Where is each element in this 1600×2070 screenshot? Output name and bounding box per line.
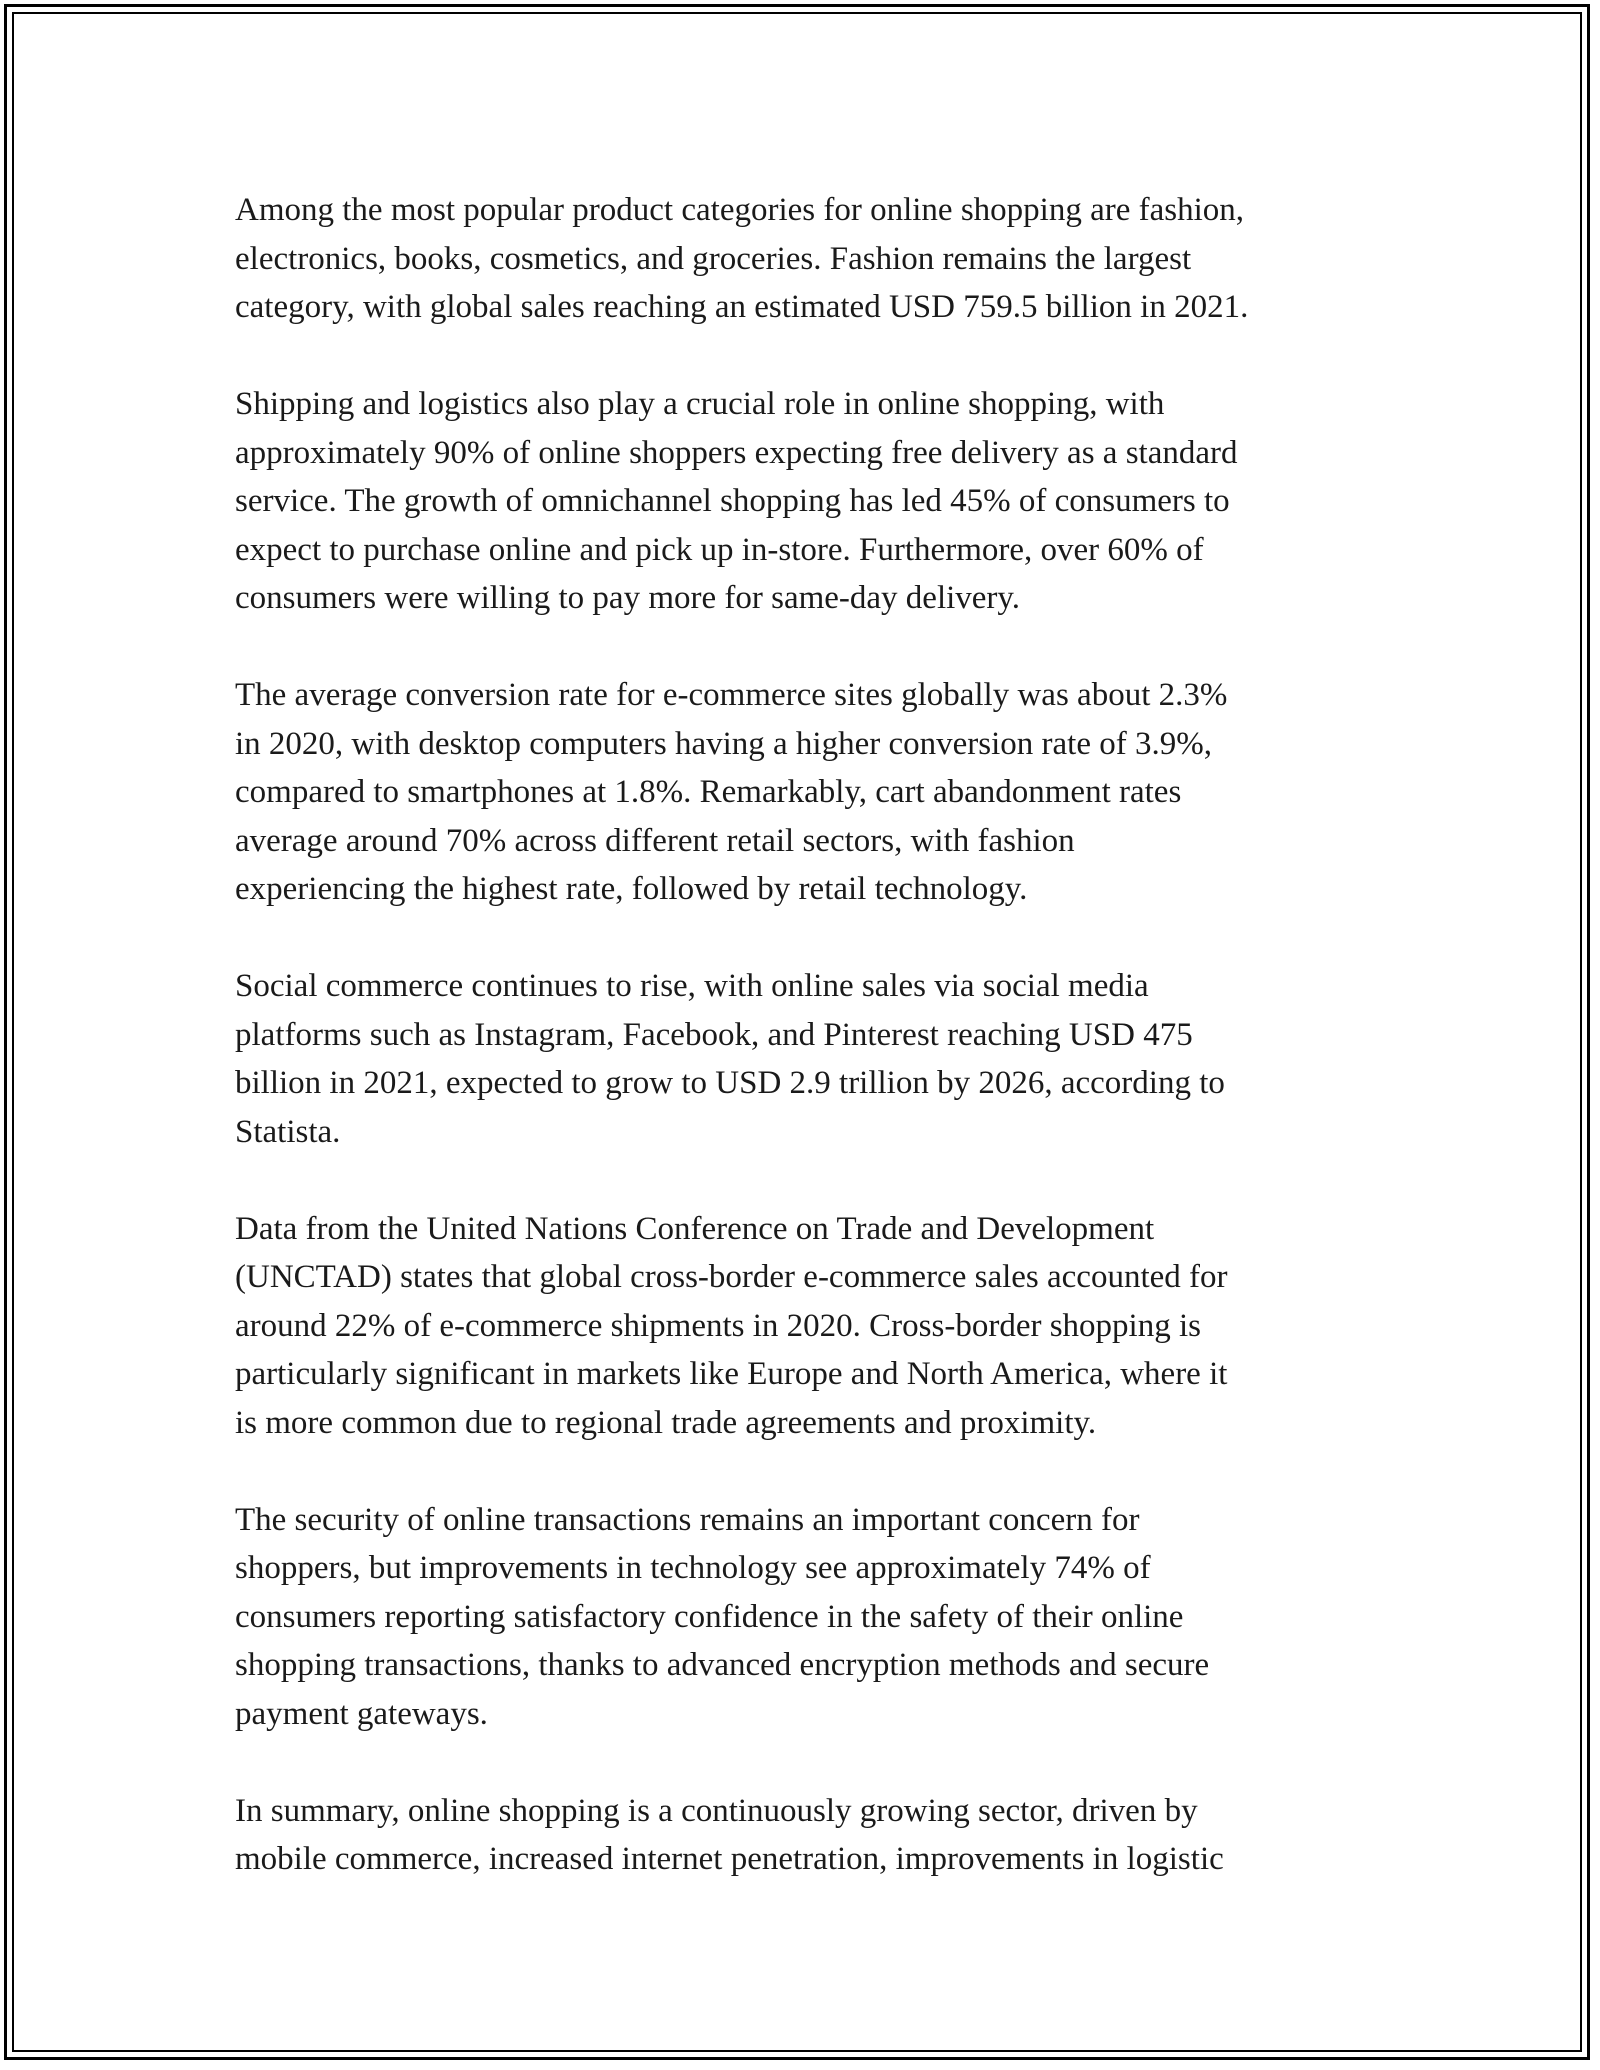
paragraph-security: The security of online transactions remains an important concern for shoppers, but improvements in technology see approximately 74% of consumers reporting satisfactory confidence in the safety of their online shopping transactions, thanks to advanced encryption methods and secure payment gateways.: [235, 1501, 1210, 1732]
paragraph-social-commerce: Social commerce continues to rise, with online sales via social media platforms such as Instagram, Facebook, and Pinterest reaching USD 475 billion in 2021, expected to grow to USD 2.9 trillion by 2026, according to Statista.: [235, 968, 1225, 1150]
paragraph-summary: In summary, online shopping is a continuously growing sector, driven by mobile commerce, increased internet penetration, improvements in logistic: [235, 1792, 1224, 1877]
paragraph-product-categories: Among the most popular product categories for online shopping are fashion, electronics, books, cosmetics, and groceries. Fashion remains the largest category, with global sales reaching an estimated USD 759.5 billion in 2021.: [235, 192, 1249, 325]
document-body: [235, 186, 1395, 1884]
paragraph-conversion-rates: The average conversion rate for e-commerce sites globally was about 2.3% in 2020, with desktop computers having a higher conversion rate of 3.9%, compared to smartphones at 1.8%. Remarkably, cart abandonment rates average around 70% across different retail sectors, with fashion experiencing the highest rate, followed by retail technology.: [235, 677, 1228, 907]
paragraph-cross-border: Data from the United Nations Conference on Trade and Development (UNCTAD) states that global cross-border e-commerce sales accounted for around 22% of e-commerce shipments in 2020. Cross-border shopping is particularly significant in markets like Europe and North America, where it is more common due to regional trade agreements and proximity.: [235, 1210, 1228, 1441]
paragraph-shipping-logistics: Shipping and logistics also play a crucial role in online shopping, with approximately 90% of online shoppers expecting free delivery as a standard service. The growth of omnichannel shopping has led 45% of consumers to expect to purchase online and pick up in-store. Furthermore, over 60% of consumers were willing to pay more for same-day delivery.: [235, 386, 1238, 616]
